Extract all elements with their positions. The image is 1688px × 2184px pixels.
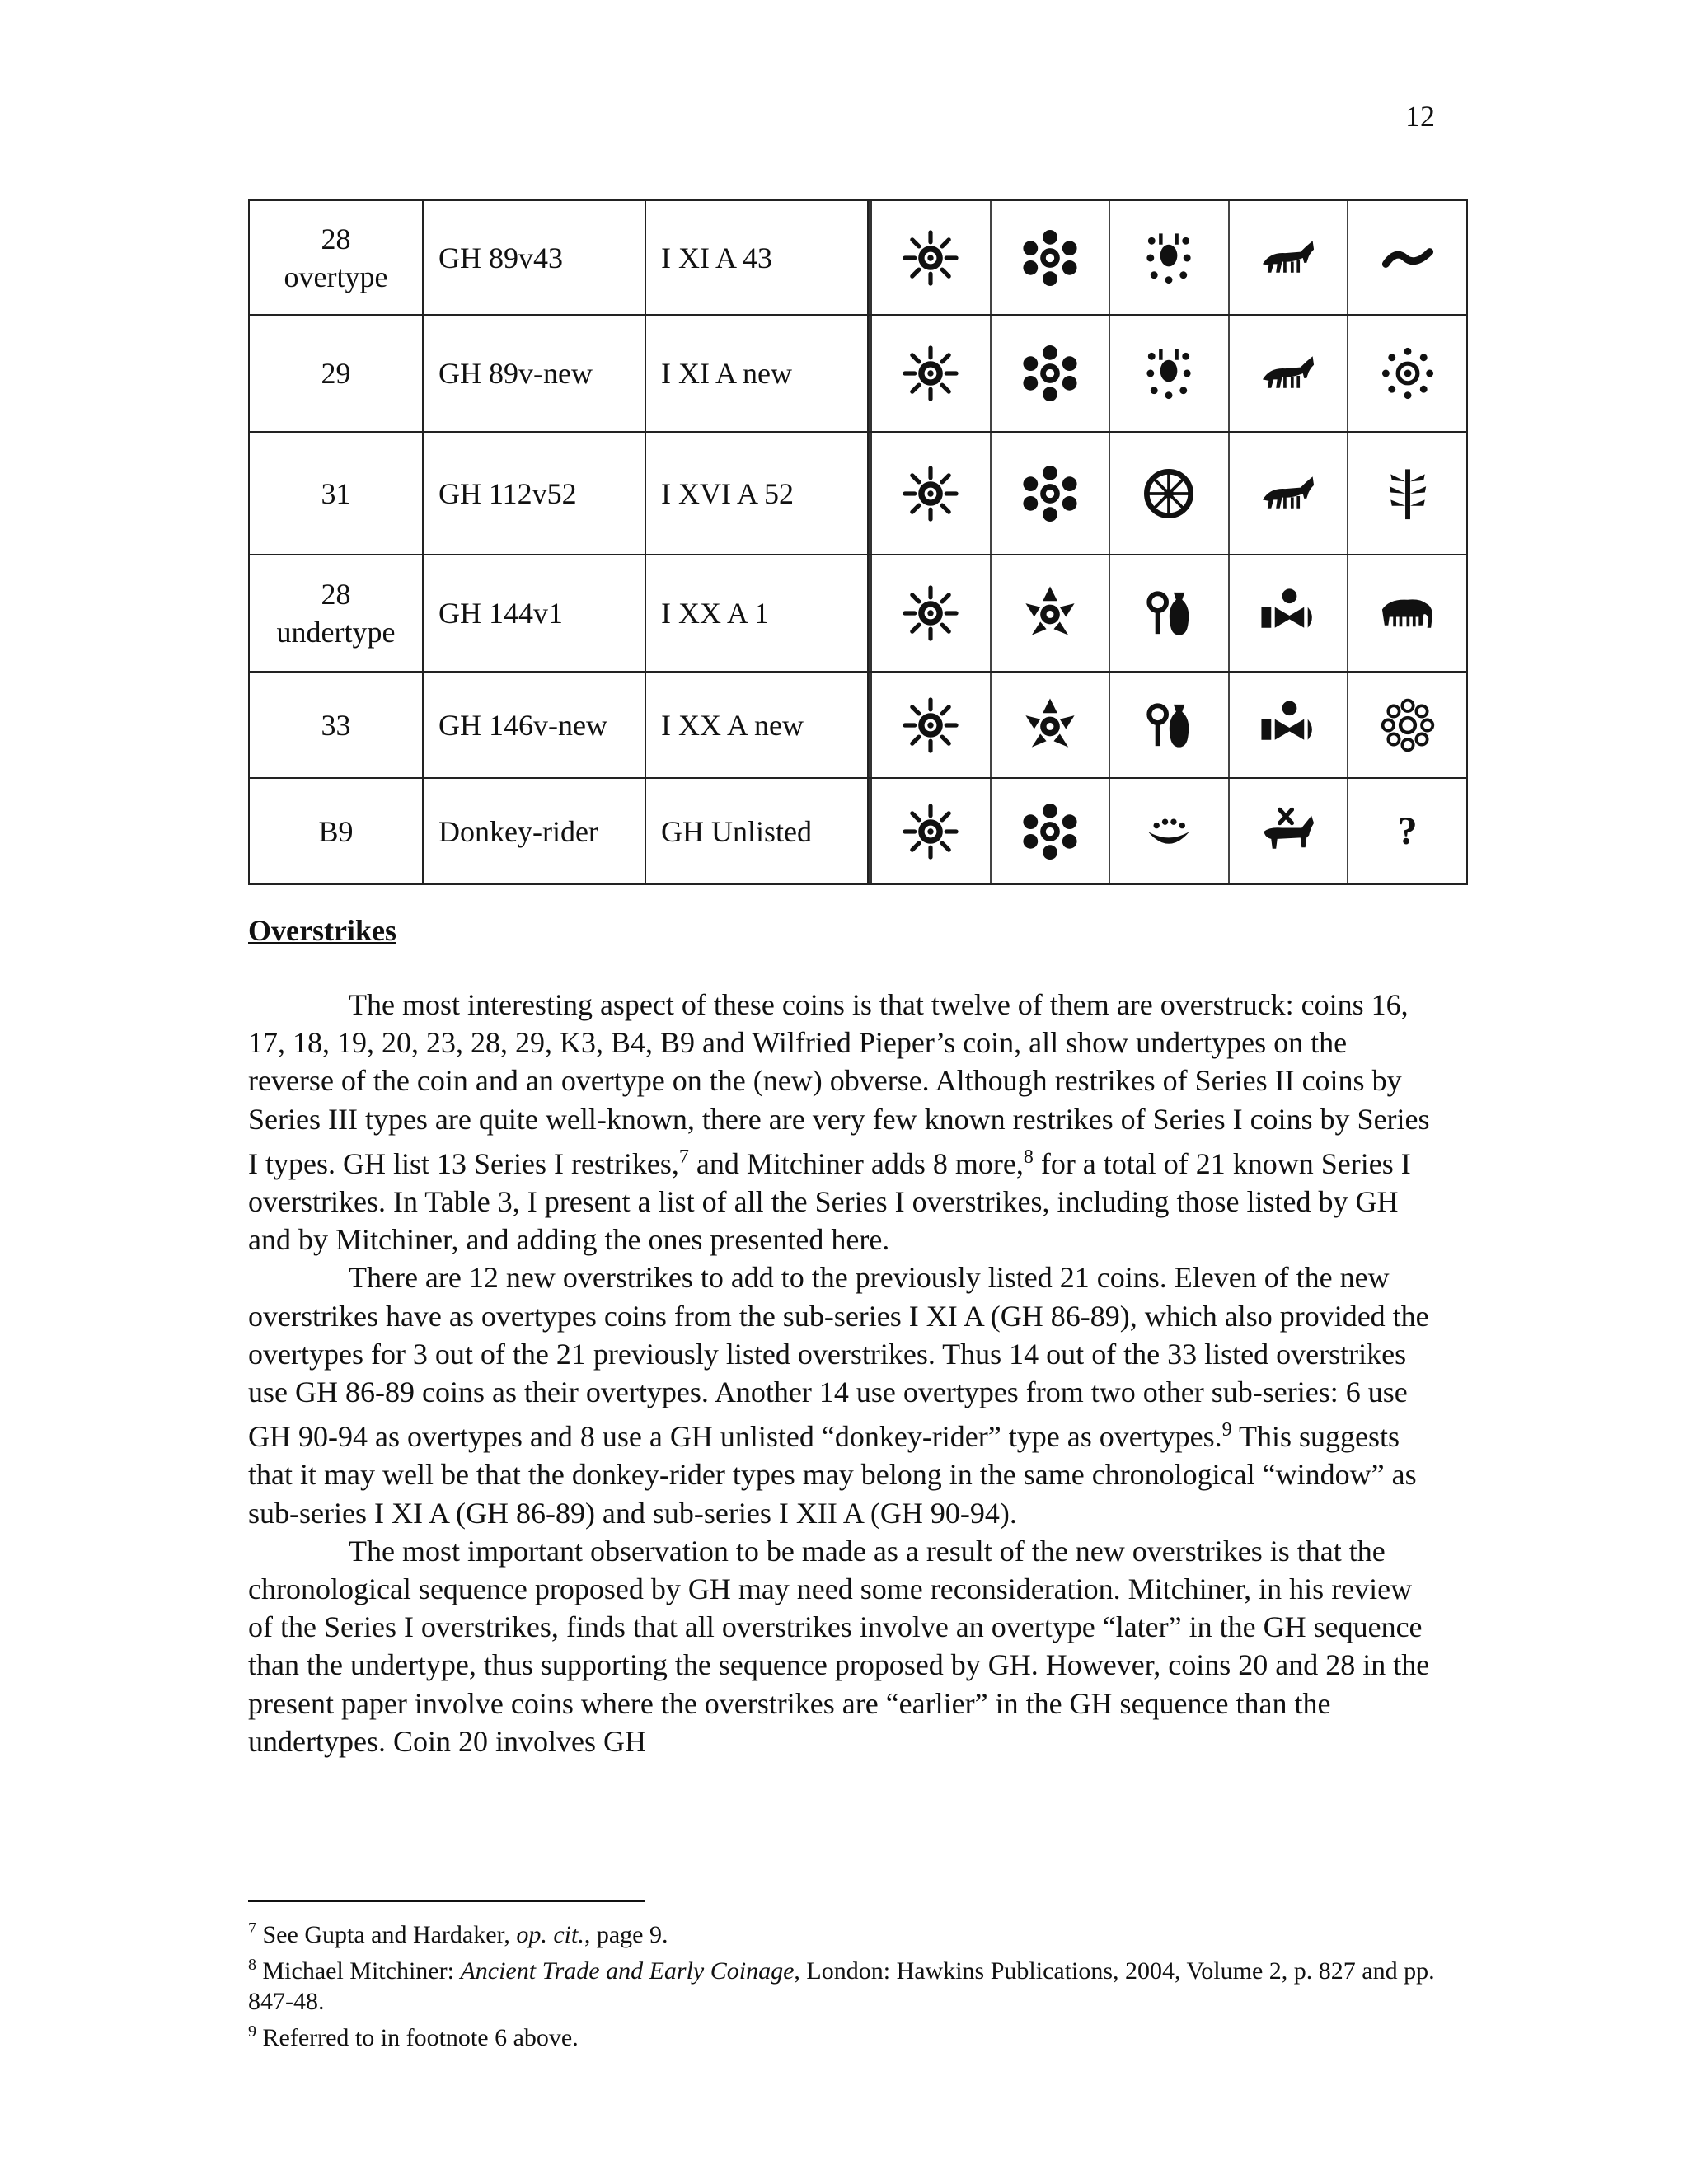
man-symbol-icon bbox=[1228, 673, 1348, 777]
gh-reference-cell: GH 146v-new bbox=[423, 672, 645, 778]
bull-symbol-icon bbox=[1228, 201, 1348, 314]
coin-symbol-table bbox=[248, 199, 1468, 885]
taurine-symbol-icon bbox=[990, 433, 1109, 554]
sun-symbol-icon bbox=[869, 433, 990, 554]
insect-symbol-icon bbox=[1109, 316, 1228, 431]
insect-symbol-icon bbox=[1109, 201, 1228, 314]
gh-reference-cell: GH 112v52 bbox=[423, 432, 645, 555]
table-row bbox=[249, 200, 1467, 315]
text-run: for a total of 21 known Series I overstrikes. In Table 3, I present a list of all the Series I overstrikes, including those listed by GH and by Mitchiner, and adding the ones presented here. bbox=[248, 1146, 1411, 1257]
italic-title: op. cit. bbox=[516, 1921, 584, 1948]
coin-number-line: B9 bbox=[318, 814, 354, 848]
coin-number-line: 31 bbox=[321, 476, 351, 510]
tree-symbol-icon bbox=[1347, 433, 1466, 554]
flower-symbol-icon bbox=[1347, 673, 1466, 777]
footnote-separator bbox=[248, 1900, 645, 1902]
footnote bbox=[248, 2017, 1435, 2053]
symbols-cell bbox=[868, 672, 1467, 778]
sun-symbol-icon bbox=[869, 555, 990, 671]
text-run: There are 12 new overstrikes to add to the previously listed 21 coins. Eleven of the new overstrikes have as overtypes coins from the sub-series I XI A (GH 86-89), which also provided the overtypes for 3 out of the 21 previously listed overstrikes. Thus 14 out of the 33 listed overstrikes use GH 86-89 coins as their overtypes. Another 14 use overtypes from two other sub-series: 6 use GH 90-94 as overtypes and 8 use a GH unlisted “donkey-rider” type as overtypes. bbox=[248, 1261, 1429, 1454]
text-run: , London: Hawkins Publications, 2004, Volume 2, p. 827 and pp. 847-48. bbox=[248, 1957, 1435, 2015]
italic-title: Ancient Trade and Early Coinage bbox=[460, 1957, 795, 1985]
paragraph bbox=[248, 986, 1435, 1258]
six-arm-symbol-icon bbox=[990, 673, 1109, 777]
man-symbol-icon bbox=[1228, 555, 1348, 671]
text-run: and Mitchiner adds 8 more, bbox=[688, 1146, 1024, 1180]
six-arm-symbol-icon bbox=[990, 555, 1109, 671]
text-run: The most important observation to be made as a result of the new overstrikes is that the chronological sequence proposed by GH may need some reconsideration. Mitchiner, in his review of the Series I overstrikes, finds that all overstrikes involve an overtype “later” in the GH sequence than the undertype, thus supporting the sequence proposed by GH. However, coins 20 and 28 in the present paper involve coins where the overstrikes are “earlier” in the GH sequence than the undertypes. Coin 20 involves GH bbox=[248, 1534, 1430, 1758]
coin-number-line: overtype bbox=[284, 260, 388, 293]
elephant-symbol-icon bbox=[1347, 555, 1466, 671]
sun-symbol-icon bbox=[869, 779, 990, 883]
footnote-number: 7 bbox=[248, 1919, 256, 1938]
coin-number-line: 33 bbox=[321, 708, 351, 742]
page-number: 12 bbox=[1405, 100, 1435, 133]
taurine-symbol-icon bbox=[990, 316, 1109, 431]
taurine-symbol-icon bbox=[990, 201, 1109, 314]
series-cell: GH Unlisted bbox=[645, 778, 868, 884]
coin-number-cell bbox=[249, 315, 423, 432]
gh-reference-cell: GH 144v1 bbox=[423, 555, 645, 672]
table-row bbox=[249, 778, 1467, 884]
text-run: The most interesting aspect of these coins is that twelve of them are overstruck: coins 16, 17, 18, 19, 20, 23, 28, 29, K3, B4, B9 and Wilfried Pieper’s coin, all show undertypes on the reverse of the coin and an overtype on the (new) obverse. Although restrikes of Series II coins by Series III types are quite well-known, there are very few known restrikes of Series I coins by Series I types. GH list 13 Series I restrikes, bbox=[248, 988, 1430, 1180]
footnote-number: 9 bbox=[248, 2022, 256, 2041]
body-text bbox=[248, 986, 1435, 1760]
text-run: , page 9. bbox=[584, 1921, 668, 1948]
symbols-cell bbox=[868, 555, 1467, 672]
dotted-circle-symbol-icon bbox=[1347, 316, 1466, 431]
series-cell: I XX A 1 bbox=[645, 555, 868, 672]
dotted-arc-symbol-icon bbox=[1109, 779, 1228, 883]
sun-symbol-icon bbox=[869, 201, 990, 314]
footnote bbox=[248, 1950, 1435, 2017]
text-run: See Gupta and Hardaker, bbox=[256, 1921, 517, 1948]
coin-number-line: 29 bbox=[321, 357, 351, 390]
symbols-cell bbox=[868, 315, 1467, 432]
paragraph bbox=[248, 1258, 1435, 1531]
gh-reference-cell: GH 89v43 bbox=[423, 200, 645, 315]
footnote-marker: 8 bbox=[1023, 1146, 1034, 1168]
taurine-symbol-icon bbox=[990, 779, 1109, 883]
symbols-cell bbox=[868, 778, 1467, 884]
table-row bbox=[249, 432, 1467, 555]
coin-number-cell bbox=[249, 778, 423, 884]
text-run: This suggests that it may well be that the donkey-rider types may belong in the same chronological “window” as sub-series I XI A (GH 86-89) and sub-series I XII A (GH 90-94). bbox=[248, 1420, 1417, 1530]
coin-number-cell bbox=[249, 555, 423, 672]
coin-number-line: undertype bbox=[276, 616, 396, 649]
footnote bbox=[248, 1914, 1435, 1950]
wheel-symbol-icon bbox=[1109, 433, 1228, 554]
footnotes bbox=[248, 1914, 1435, 2053]
sun-symbol-icon bbox=[869, 673, 990, 777]
footnote-marker: 9 bbox=[1221, 1419, 1232, 1441]
gh-reference-cell: GH 89v-new bbox=[423, 315, 645, 432]
footnote-marker: 7 bbox=[678, 1146, 689, 1168]
series-cell: I XX A new bbox=[645, 672, 868, 778]
coin-number-cell bbox=[249, 432, 423, 555]
gh-reference-cell: Donkey-rider bbox=[423, 778, 645, 884]
bull-symbol-icon bbox=[1228, 316, 1348, 431]
vessels-symbol-icon bbox=[1109, 673, 1228, 777]
wave-symbol-icon bbox=[1347, 201, 1466, 314]
symbols-cell bbox=[868, 432, 1467, 555]
bull-symbol-icon bbox=[1228, 433, 1348, 554]
coin-number-line: 28 bbox=[321, 222, 351, 255]
footnote-number: 8 bbox=[248, 1956, 256, 1974]
series-cell: I XVI A 52 bbox=[645, 432, 868, 555]
text-run: Michael Mitchiner: bbox=[256, 1957, 461, 1985]
section-heading: Overstrikes bbox=[248, 914, 396, 947]
coin-number-cell bbox=[249, 672, 423, 778]
table-row bbox=[249, 315, 1467, 432]
sun-symbol-icon bbox=[869, 316, 990, 431]
coin-number-line: 28 bbox=[321, 578, 351, 611]
series-cell: I XI A 43 bbox=[645, 200, 868, 315]
table-row bbox=[249, 672, 1467, 778]
symbols-cell bbox=[868, 200, 1467, 315]
table-row bbox=[249, 555, 1467, 672]
question-mark: ? bbox=[1347, 779, 1466, 883]
donkey-rider-symbol-icon bbox=[1228, 779, 1348, 883]
paragraph bbox=[248, 1532, 1435, 1760]
vessels-symbol-icon bbox=[1109, 555, 1228, 671]
coin-number-cell bbox=[249, 200, 423, 315]
text-run: Referred to in footnote 6 above. bbox=[256, 2024, 579, 2051]
series-cell: I XI A new bbox=[645, 315, 868, 432]
